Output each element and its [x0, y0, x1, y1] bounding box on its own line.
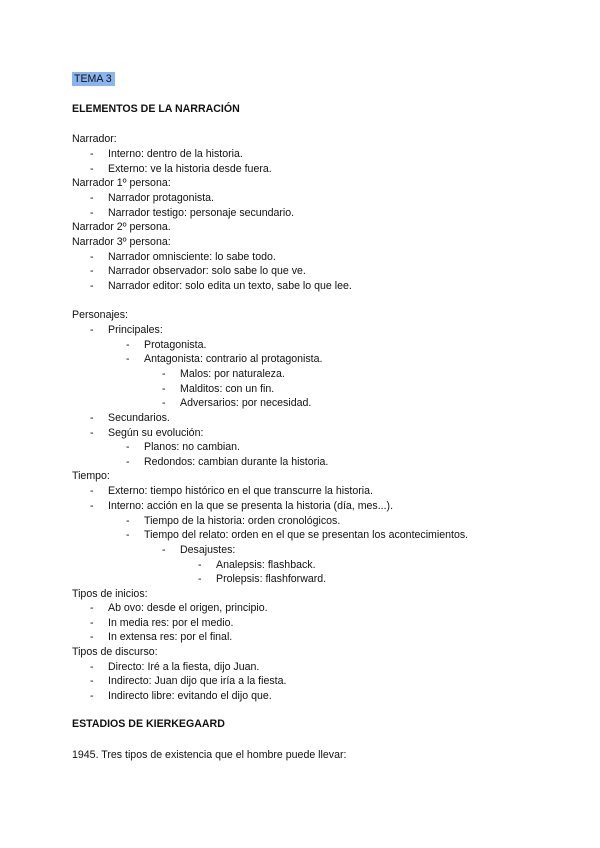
bullet-dash: -: [198, 573, 202, 585]
narrador-label: Narrador:: [72, 133, 117, 145]
heading-kierkegaard: ESTADIOS DE KIERKEGAARD: [72, 718, 225, 730]
narrador-2-label: Narrador 2º persona.: [72, 221, 171, 233]
bullet-dash: -: [126, 529, 130, 541]
bullet-dash: -: [126, 441, 130, 453]
list-item: Narrador omnisciente: lo sabe todo.: [108, 251, 276, 263]
list-item: Indirecto: Juan dijo que iría a la fiesta.: [108, 675, 287, 687]
list-item: In media res: por el medio.: [108, 617, 234, 629]
bullet-dash: -: [90, 690, 94, 702]
bullet-dash: -: [90, 617, 94, 629]
tema-label: TEMA 3: [72, 73, 115, 86]
bullet-dash: -: [90, 675, 94, 687]
list-item: Según su evolución:: [108, 427, 204, 439]
narrador-3-label: Narrador 3º persona:: [72, 236, 171, 248]
list-item: In extensa res: por el final.: [108, 631, 233, 643]
bullet-dash: -: [90, 280, 94, 292]
list-item: Narrador testigo: personaje secundario.: [108, 207, 295, 219]
list-item: Malos: por naturaleza.: [180, 368, 285, 380]
bullet-dash: -: [90, 324, 94, 336]
bullet-dash: -: [162, 544, 166, 556]
list-item: Narrador protagonista.: [108, 192, 214, 204]
bullet-dash: -: [90, 500, 94, 512]
list-item: Narrador observador: solo sabe lo que ve.: [108, 265, 306, 277]
list-item: Interno: acción en la que se presenta la historia (día, mes...).: [108, 500, 394, 512]
list-item: Ab ovo: desde el origen, principio.: [108, 602, 268, 614]
bullet-dash: -: [162, 368, 166, 380]
narrador-1-label: Narrador 1º persona:: [72, 177, 171, 189]
bullet-dash: -: [162, 397, 166, 409]
bullet-dash: -: [90, 412, 94, 424]
list-item: Tiempo del relato: orden en el que se presentan los acontecimientos.: [144, 529, 469, 541]
tiempo-label: Tiempo:: [72, 470, 110, 482]
bullet-dash: -: [90, 602, 94, 614]
list-item: Prolepsis: flashforward.: [216, 573, 327, 585]
personajes-label: Personajes:: [72, 309, 128, 321]
list-item: Interno: dentro de la historia.: [108, 148, 243, 160]
bullet-dash: -: [90, 427, 94, 439]
list-item: Protagonista.: [144, 339, 207, 351]
bullet-dash: -: [90, 265, 94, 277]
bullet-dash: -: [126, 339, 130, 351]
list-item: Externo: tiempo histórico en el que transcurre la historia.: [108, 485, 373, 497]
bullet-dash: -: [90, 661, 94, 673]
list-item: Antagonista: contrario al protagonista.: [144, 353, 323, 365]
bullet-dash: -: [90, 192, 94, 204]
list-item: Analepsis: flashback.: [216, 559, 316, 571]
list-item: Planos: no cambian.: [144, 441, 240, 453]
bullet-dash: -: [90, 163, 94, 175]
bullet-dash: -: [90, 251, 94, 263]
paragraph-line: 1945. Tres tipos de existencia que el hombre puede llevar:: [72, 749, 347, 761]
bullet-dash: -: [90, 631, 94, 643]
bullet-dash: -: [90, 485, 94, 497]
heading-elementos: ELEMENTOS DE LA NARRACIÓN: [72, 103, 240, 115]
list-item: Narrador editor: solo edita un texto, sabe lo que lee.: [108, 280, 352, 292]
list-item: Secundarios.: [108, 412, 170, 424]
list-item: Principales:: [108, 324, 163, 336]
list-item: Indirecto libre: evitando el dijo que.: [108, 690, 272, 702]
list-item: Directo: Iré a la fiesta, dijo Juan.: [108, 661, 260, 673]
bullet-dash: -: [90, 207, 94, 219]
list-item: Desajustes:: [180, 544, 236, 556]
bullet-dash: -: [126, 353, 130, 365]
bullet-dash: -: [198, 559, 202, 571]
bullet-dash: -: [90, 148, 94, 160]
list-item: Malditos: con un fin.: [180, 383, 275, 395]
list-item: Redondos: cambian durante la historia.: [144, 456, 329, 468]
bullet-dash: -: [126, 456, 130, 468]
bullet-dash: -: [126, 515, 130, 527]
discurso-label: Tipos de discurso:: [72, 646, 158, 658]
bullet-dash: -: [162, 383, 166, 395]
list-item: Adversarios: por necesidad.: [180, 397, 312, 409]
list-item: Externo: ve la historia desde fuera.: [108, 163, 272, 175]
inicios-label: Tipos de inicios:: [72, 588, 148, 600]
list-item: Tiempo de la historia: orden cronológicos.: [144, 515, 341, 527]
